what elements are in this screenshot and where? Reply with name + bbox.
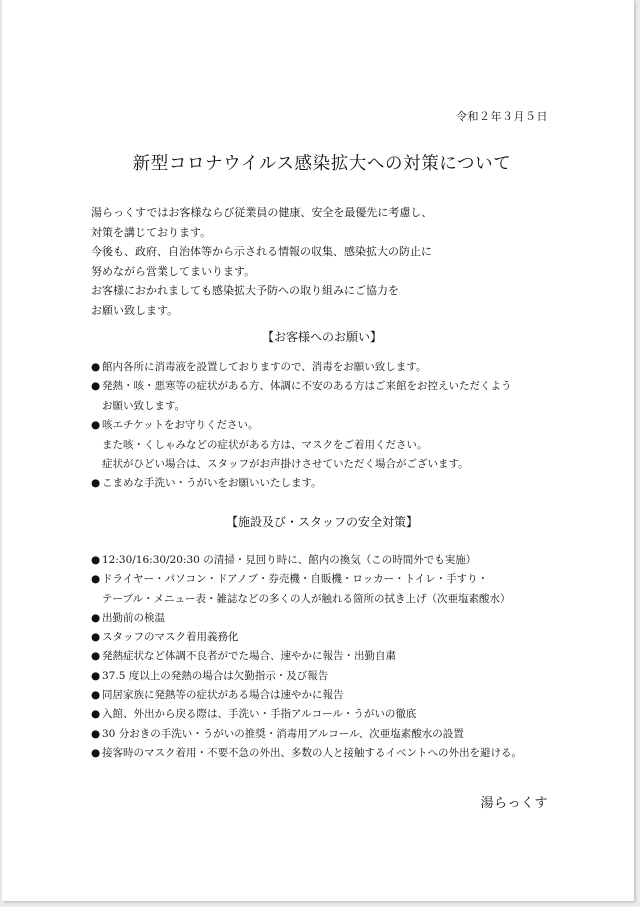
list-item-text: 発熱症状など体調不良者がでた場合、速やかに報告・出勤自粛 <box>102 650 396 663</box>
list-item-text: 37.5 度以上の発熱の場合は欠勤指示・及び報告 <box>102 669 329 682</box>
list-item-text: 咳エチケットをお守りください。 <box>102 419 259 432</box>
list-item-continuation: 症状がひどい場合は、スタッフがお声掛けさせていただく場合がございます。 <box>102 458 469 471</box>
list-item <box>91 358 561 377</box>
list-item <box>91 686 561 705</box>
intro-line: 対策を講じております。 <box>91 225 212 239</box>
document-page <box>2 0 634 901</box>
intro-line: 努めながら営業してまいります。 <box>91 264 256 278</box>
list-item <box>91 667 561 686</box>
list-item-text: こまめな手洗い・うがいをお願いいたします。 <box>102 477 322 490</box>
list-item-text: 接客時のマスク着用・不要不急の外出、多数の人と接触するイベントへの外出を避ける。 <box>102 746 522 759</box>
intro-line: お願い致します。 <box>91 303 179 317</box>
bullet-icon: ● <box>91 361 101 373</box>
bullet-icon: ● <box>91 554 101 566</box>
list-item <box>91 416 561 435</box>
bullet-icon: ● <box>91 727 101 740</box>
list-item-text: 出勤前の検温 <box>102 611 165 624</box>
customer-requests-list <box>91 358 561 494</box>
signature: 湯らっくす <box>480 796 548 811</box>
list-item <box>91 609 561 628</box>
section-heading-safety-measures: 【施設及び・スタッフの安全対策】 <box>225 515 418 529</box>
bullet-icon: ● <box>91 650 101 663</box>
bullet-icon: ● <box>91 689 101 702</box>
list-item-continuation: テーブル・メニュー表・雑誌などの多くの人が触れる箇所の拭き上げ（次亜塩素酸水） <box>102 592 511 605</box>
list-item <box>91 570 561 589</box>
list-item <box>91 474 561 493</box>
intro-line: 今後も、政府、自治体等から示される情報の収集、感染拡大の防止に <box>91 245 432 259</box>
bullet-icon: ● <box>91 611 101 624</box>
document-date: 令和２年３月５日 <box>456 110 548 123</box>
bullet-icon: ● <box>91 419 101 432</box>
list-item-text: 同居家族に発熱等の症状がある場合は速やかに報告 <box>102 689 344 702</box>
list-item <box>91 705 561 724</box>
intro-line: お客様におかれましても感染拡大予防への取り組みにご協力を <box>91 284 399 298</box>
list-item-text: ドライヤー・パソコン・ドアノブ・券売機・自販機・ロッカー・トイレ・手すり・ <box>102 573 489 586</box>
document-title: 新型コロナウイルス感染拡大への対策について <box>132 154 512 174</box>
intro-paragraph <box>91 203 561 321</box>
safety-measures-list <box>91 551 561 763</box>
bullet-icon: ● <box>91 746 101 759</box>
list-item-text: 発熱・咳・悪寒等の症状がある方、体調に不安のある方はご来館をお控えいただくよう <box>102 380 512 393</box>
bullet-icon: ● <box>91 631 101 644</box>
intro-line: 湯らっくすではお客様ならび従業員の健康、安全を最優先に考慮し、 <box>91 206 433 219</box>
bullet-icon: ● <box>91 708 101 721</box>
list-item <box>91 744 561 763</box>
list-item <box>91 647 561 666</box>
bullet-icon: ● <box>91 573 101 586</box>
list-item-text: 30 分おきの手洗い・うがいの推奨・消毒用アルコール、次亜塩素酸水の設置 <box>102 727 464 740</box>
list-item <box>91 551 561 570</box>
list-item-text: 入館、外出から戻る際は、手洗い・手指アルコール・うがいの徹底 <box>102 708 417 721</box>
list-item <box>91 377 561 396</box>
list-item-text: 館内各所に消毒液を設置しておりますので、消毒をお願い致します。 <box>102 361 427 373</box>
list-item <box>91 628 561 647</box>
bullet-icon: ● <box>91 380 101 393</box>
list-item-continuation: また咳・くしゃみなどの症状がある方は、マスクをご着用ください。 <box>102 438 428 451</box>
bullet-icon: ● <box>91 477 101 490</box>
section-heading-customer-requests: 【お客様へのお願い】 <box>261 330 382 344</box>
bullet-icon: ● <box>91 669 101 682</box>
list-item-text: 12:30/16:30/20:30 の清掃・見回り時に、館内の換気（この時間外でも実施） <box>102 554 477 566</box>
list-item <box>91 725 561 744</box>
list-item-continuation: お願い致します。 <box>102 399 186 412</box>
list-item-text: スタッフのマスク着用義務化 <box>102 631 239 644</box>
